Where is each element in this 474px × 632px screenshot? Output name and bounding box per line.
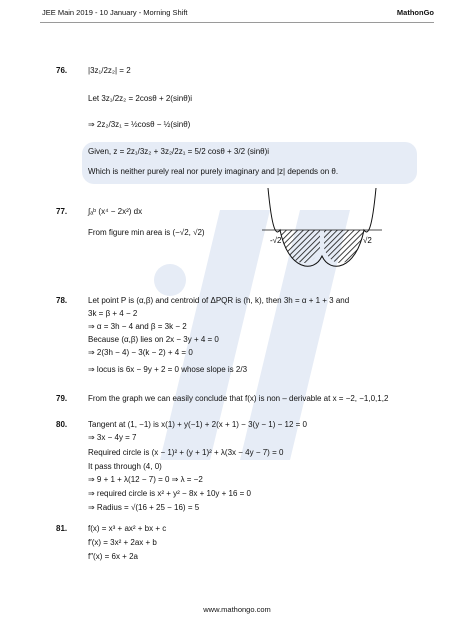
q80-line-1: Tangent at (1, −1) is x(1) + y(−1) + 2(x + 1) − 3(y − 1) − 12 = 0	[88, 420, 307, 429]
q78-line-5: ⇒ 2(3h − 4) − 3(k − 2) + 4 = 0	[88, 348, 193, 357]
q80-line-6: ⇒ required circle is x² + y² − 8x + 10y + 16 = 0	[88, 489, 251, 498]
q80-line-7: ⇒ Radius = √(16 + 25 − 16) = 5	[88, 503, 200, 512]
label-pos-root2: √2	[363, 236, 372, 245]
q80-line-3: Required circle is (x − 1)² + (y + 1)² + λ(3x − 4y − 7) = 0	[88, 448, 284, 457]
q76-line-4: Given, z = 2z₁/3z₂ + 3z₂/2z₁ = 5/2 cosθ + 3/2 (sinθ)i	[88, 147, 270, 156]
q76-number: 76.	[56, 66, 68, 75]
q81-number: 81.	[56, 524, 68, 533]
q81-line-2: f′(x) = 3x² + 2ax + b	[88, 538, 157, 547]
q76-line-1: |3z₁/2z₂| = 2	[88, 66, 131, 75]
q78-line-2: 3k = β + 4 − 2	[88, 309, 138, 318]
q78-line-4: Because (α,β) lies on 2x − 3y + 4 = 0	[88, 335, 219, 344]
label-neg-root2: -√2	[270, 236, 282, 245]
q77-line-2: From figure min area is (−√2, √2)	[88, 228, 205, 237]
header-brand: MathonGo	[396, 8, 434, 17]
q79-line-1: From the graph we can easily conclude that f(x) is non – derivable at x = −2, −1,0,1,2	[88, 394, 389, 403]
q78-number: 78.	[56, 296, 68, 305]
q78-line-3: ⇒ α = 3h − 4 and β = 3k − 2	[88, 322, 187, 331]
footer-url[interactable]: www.mathongo.com	[203, 605, 271, 614]
header-title: JEE Main 2019 - 10 January - Morning Shift	[42, 8, 188, 17]
q80-number: 80.	[56, 420, 68, 429]
q78-line-1: Let point P is (α,β) and centroid of ΔPQR is (h, k), then 3h = α + 1 + 3 and	[88, 296, 350, 305]
q77-area-figure	[262, 186, 382, 280]
q79-number: 79.	[56, 394, 68, 403]
q80-line-2: ⇒ 3x − 4y = 7	[88, 433, 137, 442]
q76-line-5: Which is neither purely real nor purely imaginary and |z| depends on θ.	[88, 167, 339, 176]
q76-line-3: ⇒ 2z₂/3z₁ = ½cosθ − ½(sinθ)	[88, 120, 191, 129]
q80-line-5: ⇒ 9 + 1 + λ(12 − 7) = 0 ⇒ λ = −2	[88, 475, 203, 484]
q78-line-6: ⇒ locus is 6x − 9y + 2 = 0 whose slope is 2/3	[88, 365, 248, 374]
q80-line-4: It pass through (4, 0)	[88, 462, 162, 471]
header-rule	[40, 22, 434, 23]
q81-line-1: f(x) = x³ + ax² + bx + c	[88, 524, 167, 533]
q77-number: 77.	[56, 207, 68, 216]
q76-line-2: Let 3z₁/2z₂ = 2cosθ + 2(sinθ)i	[88, 94, 193, 103]
q81-line-3: f″(x) = 6x + 2a	[88, 552, 138, 561]
quartic-curve	[268, 188, 376, 266]
q77-line-1: ∫ₐᵇ (x⁴ − 2x²) dx	[88, 207, 143, 216]
